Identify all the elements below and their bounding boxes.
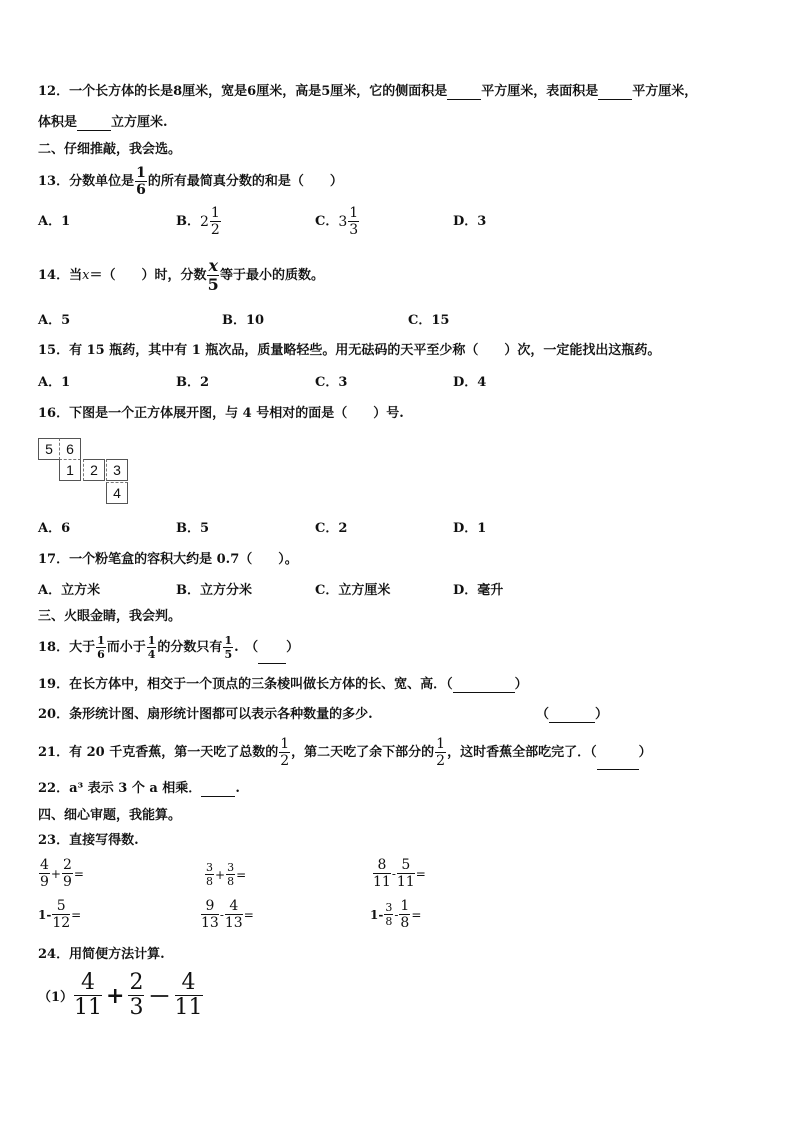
calc-expression — [200, 899, 254, 930]
numerator: 1 — [436, 736, 446, 752]
calc-expression — [370, 899, 421, 930]
answer-blank[interactable] — [597, 757, 639, 770]
variable: x — [82, 268, 90, 283]
fraction — [175, 972, 203, 1019]
equals-sign: = — [73, 866, 84, 881]
denominator: 9 — [62, 874, 72, 890]
net-face: 4 — [106, 482, 128, 504]
q19-text: ） — [514, 677, 528, 692]
denominator: 11 — [74, 995, 103, 1020]
fraction — [397, 858, 415, 889]
numerator: 9 — [201, 899, 219, 915]
answer-blank[interactable] — [201, 784, 235, 797]
net-face: 5 — [38, 438, 60, 460]
equals-sign: = — [71, 907, 82, 922]
numerator: 4 — [225, 899, 243, 915]
q12-height: 5 — [321, 84, 331, 99]
option-c[interactable]: C．立方厘米 — [315, 583, 391, 598]
answer-blank[interactable] — [258, 651, 286, 664]
option-a[interactable]: A．1 — [38, 375, 71, 390]
fraction — [226, 862, 235, 887]
numerator: x — [208, 256, 218, 275]
equals-sign: = — [411, 907, 422, 922]
q14-stem — [38, 258, 324, 293]
denominator: 6 — [136, 182, 146, 198]
numerator: 1 — [280, 736, 290, 752]
q20-text: 20．条形统计图、扇形统计图都可以表示各种数量的多少. — [38, 707, 373, 722]
option-d[interactable]: D．1 — [453, 521, 487, 536]
denominator: 2 — [436, 753, 446, 769]
option-a[interactable]: A．立方米 — [38, 583, 101, 598]
q18-text: 18．大于 — [38, 640, 96, 655]
denominator: 2 — [210, 222, 220, 238]
denominator: 3 — [129, 995, 144, 1020]
option-label: C． — [315, 213, 339, 229]
denominator: 4 — [147, 648, 156, 661]
answer-blank[interactable] — [598, 87, 632, 100]
denominator: 12 — [52, 915, 71, 931]
q20-stem — [38, 707, 373, 723]
denominator: 8 — [206, 875, 213, 888]
answer-blank[interactable] — [77, 118, 111, 131]
fraction — [201, 899, 219, 930]
operator: - — [219, 907, 224, 922]
q18-text: . （ — [234, 640, 259, 655]
denominator: 11 — [373, 874, 391, 890]
sub-question-label: （1） — [38, 990, 74, 1005]
whole-number: 2 — [200, 213, 209, 230]
numerator: 4 — [175, 972, 203, 996]
option-c[interactable]: C．3 — [315, 375, 348, 390]
net-face: 6 — [59, 438, 81, 460]
option-a[interactable]: A．1 — [38, 214, 71, 229]
option-label: B． — [176, 213, 200, 229]
lead-term: 1- — [38, 907, 52, 922]
q21-text: ） — [638, 745, 652, 760]
cube-net-diagram — [38, 438, 138, 508]
q12-text: 12．一个长方体的长是 — [38, 84, 174, 99]
numerator: 1 — [400, 898, 410, 914]
fraction — [39, 858, 50, 889]
q17-stem: 17．一个粉笔盒的容积大约是 0.7（ ）。 — [38, 552, 298, 567]
whole-number: 3 — [338, 213, 348, 230]
fraction — [384, 902, 393, 927]
q12-length: 8 — [173, 84, 183, 99]
q13-stem — [38, 166, 343, 197]
q14-text: ＝（ ）时，分数 — [89, 268, 207, 283]
denominator: 3 — [349, 222, 359, 238]
equals-sign: = — [236, 867, 247, 882]
q20-answer — [536, 707, 608, 723]
q22-text: . — [235, 781, 240, 796]
q12-text: 立方厘米. — [111, 115, 168, 130]
answer-blank[interactable] — [549, 710, 595, 723]
operator: + — [50, 866, 61, 881]
option-b[interactable]: B．2 — [176, 375, 210, 390]
calc-expression — [372, 858, 426, 889]
q12-width: 6 — [247, 84, 257, 99]
calc-expression — [204, 862, 246, 887]
operator: - — [391, 866, 396, 881]
q23-stem: 23．直接写得数. — [38, 833, 139, 848]
answer-blank[interactable] — [447, 87, 481, 100]
q14-text: 14．当 — [38, 268, 83, 283]
numerator: 3 — [206, 861, 213, 874]
q19-stem — [38, 677, 528, 693]
numerator: 5 — [52, 899, 70, 915]
denominator: 13 — [201, 915, 219, 931]
q18-stem — [38, 632, 299, 664]
q18-text: 而小于 — [106, 640, 146, 655]
numerator: 3 — [385, 901, 393, 914]
numerator: 2 — [62, 857, 72, 873]
operator: - — [394, 907, 399, 922]
q12-text: 平方厘米， — [632, 84, 698, 99]
q20-text: ） — [595, 707, 609, 722]
q16-stem: 16．下图是一个正方体展开图，与 4 号相对的面是（ ）号. — [38, 406, 404, 421]
lead-term: 1- — [370, 907, 384, 922]
numerator: 5 — [397, 858, 415, 874]
section-heading: 四、细心审题，我能算。 — [38, 808, 182, 823]
option-d[interactable]: D．毫升 — [453, 583, 504, 598]
q13-text: 的所有最简真分数的和是（ ） — [147, 174, 343, 189]
numerator: 1 — [97, 634, 105, 647]
operator: + — [215, 867, 226, 882]
fraction — [96, 635, 106, 660]
section-heading: 二、仔细推敲，我会选。 — [38, 142, 182, 157]
numerator: 1 — [224, 634, 233, 647]
fraction — [225, 899, 243, 930]
option-a[interactable]: A．6 — [38, 521, 71, 536]
option-c[interactable] — [315, 206, 360, 237]
denominator: 13 — [224, 915, 243, 931]
option-d[interactable]: D．3 — [453, 214, 487, 229]
option-b[interactable]: B．5 — [176, 521, 210, 536]
denominator: 5 — [224, 648, 233, 661]
fraction — [74, 972, 102, 1019]
denominator: 5 — [207, 275, 219, 294]
operator: － — [148, 984, 171, 1010]
denominator: 2 — [280, 753, 290, 769]
q12-text: 平方厘米，表面积是 — [481, 84, 599, 99]
q21-text: ，第二天吃了余下部分的 — [291, 745, 435, 760]
fraction — [147, 635, 157, 660]
fraction — [207, 258, 219, 293]
numerator: 1 — [147, 634, 156, 647]
q12-line1 — [38, 84, 697, 100]
numerator: 1 — [210, 205, 220, 221]
denominator: 11 — [396, 874, 415, 890]
q19-text: 19．在长方体中，相交于一个顶点的三条棱叫做长方体的长、宽、高．（ — [38, 677, 453, 692]
q12-text: 厘米，宽是 — [182, 84, 248, 99]
answer-blank[interactable] — [453, 680, 515, 693]
q18-text: 的分数只有 — [157, 640, 223, 655]
fraction — [223, 635, 233, 660]
q24-expression — [38, 972, 204, 1019]
equals-sign: = — [415, 866, 426, 881]
fraction — [52, 899, 70, 930]
option-b[interactable]: B．10 — [222, 313, 265, 328]
numerator: 2 — [129, 970, 144, 995]
q14-text: 等于最小的质数。 — [220, 268, 325, 283]
net-face: 1 — [59, 459, 81, 481]
numerator: 3 — [227, 861, 235, 874]
fraction — [128, 972, 144, 1019]
q24-stem: 24．用简便方法计算. — [38, 947, 165, 962]
numerator: 1 — [136, 165, 146, 181]
section-heading: 三、火眼金睛，我会判。 — [38, 609, 182, 624]
fraction — [399, 899, 410, 930]
numerator: 4 — [74, 972, 102, 996]
denominator: 6 — [97, 648, 105, 661]
fraction — [348, 206, 359, 237]
fraction — [210, 206, 221, 237]
q13-text: 13．分数单位是 — [38, 174, 135, 189]
net-face: 3 — [106, 459, 128, 481]
fraction — [373, 858, 391, 889]
q12-text: 厘米，高是 — [256, 84, 322, 99]
fraction — [279, 737, 290, 768]
option-b[interactable] — [176, 206, 222, 237]
q21-stem — [38, 736, 652, 770]
option-c[interactable]: C．2 — [315, 521, 348, 536]
q12-text: 厘米，它的侧面积是 — [330, 84, 448, 99]
fraction — [435, 737, 446, 768]
denominator: 8 — [400, 915, 410, 931]
operator: + — [106, 982, 125, 1009]
q21-text: ，这时香蕉全部吃完了．（ — [447, 745, 597, 760]
option-a[interactable]: A．5 — [38, 313, 71, 328]
denominator: 9 — [40, 874, 49, 890]
q18-text: ） — [286, 640, 300, 655]
q22-text: 22．a³ 表示 3 个 a 相乘． — [38, 781, 202, 796]
net-face: 2 — [83, 459, 105, 481]
denominator: 11 — [174, 995, 203, 1020]
numerator: 1 — [349, 205, 359, 221]
option-c[interactable]: C．15 — [408, 313, 450, 328]
fraction — [135, 166, 147, 197]
q22-stem — [38, 781, 240, 797]
q15-stem: 15．有 15 瓶药，其中有 1 瓶次品，质量略轻些。用无砝码的天平至少称（ ）次，一定能找出这瓶药。 — [38, 343, 661, 358]
option-d[interactable]: D．4 — [453, 375, 487, 390]
denominator: 8 — [385, 915, 393, 928]
numerator: 4 — [40, 857, 49, 873]
q12-text: 体积是 — [38, 115, 78, 130]
q12-line2 — [38, 115, 168, 131]
denominator: 8 — [227, 875, 235, 888]
q20-text: （ — [536, 707, 550, 722]
equals-sign: = — [243, 907, 254, 922]
calc-expression — [38, 899, 81, 930]
calc-expression — [38, 858, 84, 889]
fraction — [205, 862, 214, 887]
fraction — [62, 858, 73, 889]
numerator: 8 — [373, 858, 391, 874]
option-b[interactable]: B．立方分米 — [176, 583, 252, 598]
q21-text: 21．有 20 千克香蕉，第一天吃了总数的 — [38, 745, 279, 760]
